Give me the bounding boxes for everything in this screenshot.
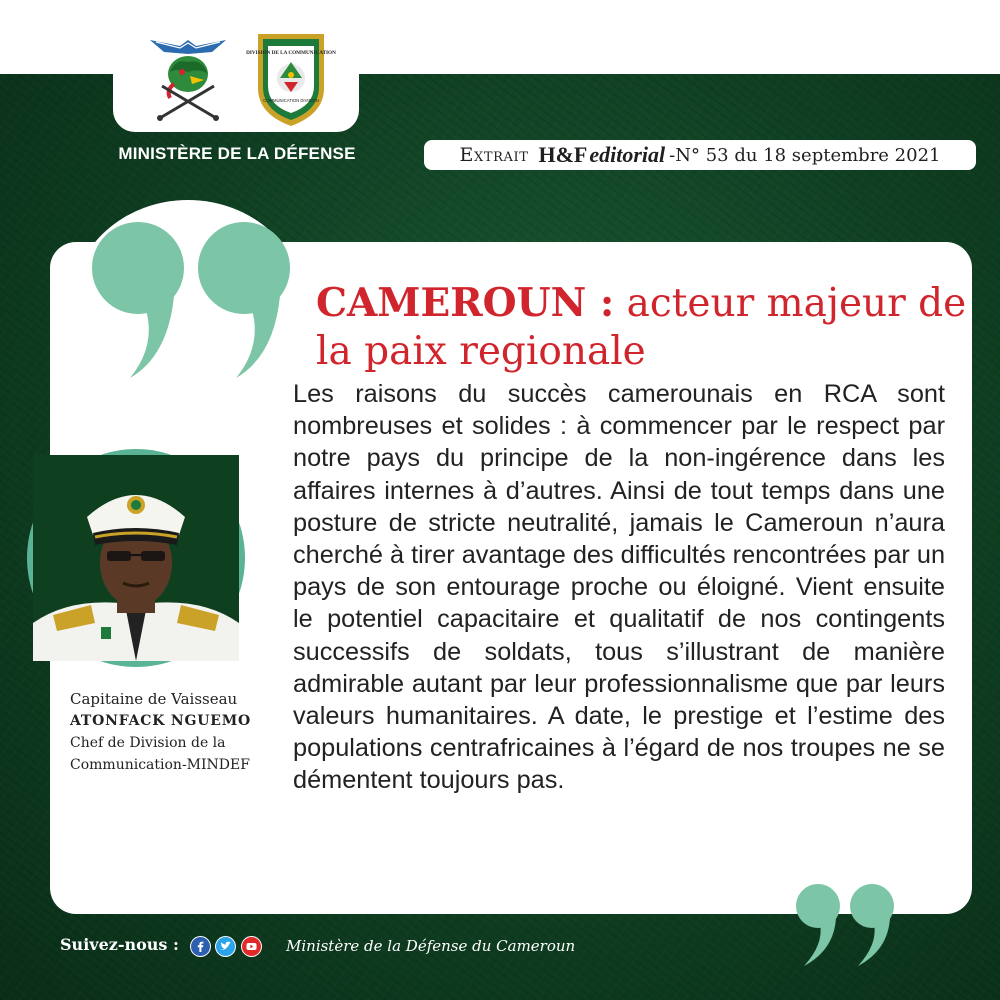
svg-text:COMMUNICATION DIVISION: COMMUNICATION DIVISION — [263, 98, 319, 103]
title-country: CAMEROUN : — [316, 280, 615, 326]
follow-label: Suivez-nous : — [60, 935, 179, 954]
author-caption — [70, 688, 282, 776]
svg-text:DIVISION DE LA COMMUNICATION: DIVISION DE LA COMMUNICATION — [246, 50, 336, 56]
author-name: ATONFACK NGUEMO — [70, 713, 251, 729]
close-quote-icon — [792, 882, 902, 968]
officer-portrait-image — [33, 455, 239, 661]
author-rank: Capitaine de Vaisseau — [70, 690, 238, 708]
edition-banner — [424, 140, 976, 170]
communication-division-shield-logo — [246, 30, 336, 128]
author-role-line1: Chef de Division de la — [70, 735, 226, 751]
ministry-name: MINISTÈRE DE LA DÉFENSE — [118, 144, 356, 163]
extrait-label: Extrait — [459, 144, 529, 166]
title-rest: acteur majeur de la paix regionale — [316, 281, 967, 374]
author-portrait — [33, 455, 239, 661]
open-quote-icon — [86, 206, 300, 382]
article-body: Les raisons du succès camerounais en RCA sont nombreuses et solides : à commencer par le respect par notre pays du principe de la non-ingérence dans les affaires internes à d’autres. Ainsi de tout temps dans une posture de stricte neutralité, jamais le Cameroun n’aura cherché à tirer avantage des difficultés rencontrées par un pays de son entourage proche ou éloigné. Vient ensuite le potentiel capacitaire et qualitatif de nos contingents successifs de soldats, tous s’illustrant de manière admirable autant par leur professionnalisme que par leurs valeurs humanitaires. A date, le prestige et l’estime des populations centrafricaines à l’égard de nos troupes ne se démentent toujours pas. — [293, 380, 946, 795]
youtube-icon[interactable] — [241, 936, 262, 957]
footer-page-name: Ministère de la Défense du Cameroun — [286, 937, 576, 955]
twitter-icon[interactable] — [215, 936, 236, 957]
army-emblem-logo — [146, 28, 230, 124]
article-title — [316, 279, 976, 376]
publication-name: editorial — [589, 142, 666, 167]
author-role-line2: Communication-MINDEF — [70, 757, 250, 773]
publication-hf: H&F — [538, 142, 588, 167]
facebook-icon[interactable] — [190, 936, 211, 957]
issue-text: -N° 53 du 18 septembre 2021 — [669, 144, 941, 166]
